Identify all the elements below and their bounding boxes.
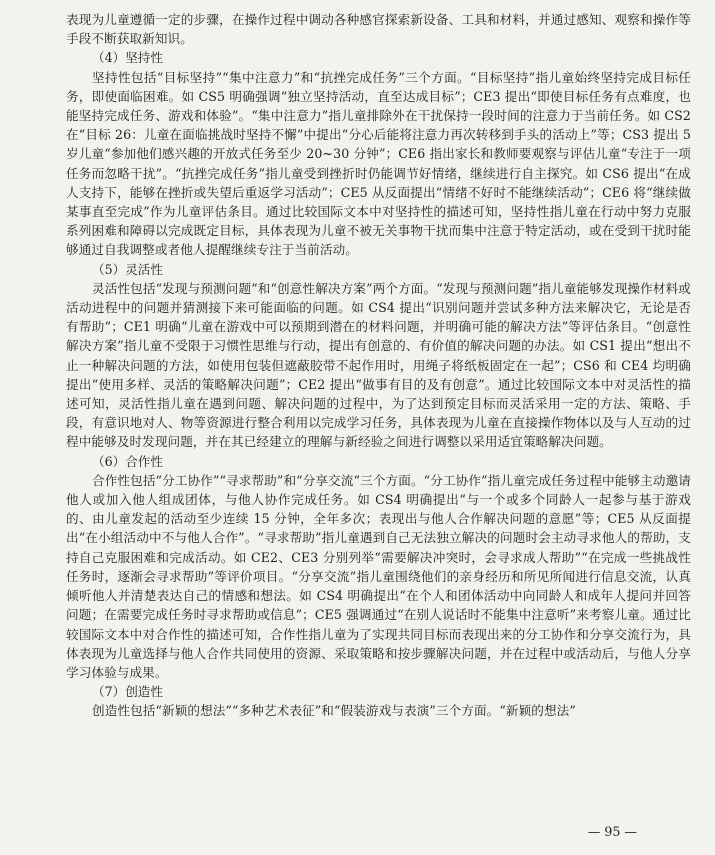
- section-heading-persistence: （4）坚持性: [92, 50, 163, 66]
- section-heading-cooperation: （6）合作性: [92, 453, 163, 469]
- paragraph-intro-continued: 表现为儿童遵循一定的步骤，在操作过程中调动各种感官探索新设备、工具和材料，并通过感知、观察和操作等手段不断获取新知识。: [66, 12, 691, 47]
- paragraph-persistence: 坚持性包括“目标坚持”“集中注意力”和“抗挫完成任务”三个方面。“目标坚持”指儿童始终坚持完成目标任务，即使面临困难。如 CS5 明确强调“独立坚持活动，直至达成目标”；CE3 提出“即使目标任务有点难度，也能坚持完成任务、游戏和体验”。“集中注意力”指儿童排除外在干扰保持一段时间的注意力于当前任务。如 CS2 在“目标 26：儿童在面临挑战时坚持不懈”中提出“分心后能将注意力再次转移到手头的活动上”等；CS3 提出 5 岁儿童“参加他们感兴趣的开放式任务至少 20~30 分钟”；CE6 指出家长和教师要观察与评估儿童“专注于一项任务而忽略干扰”。“抗挫完成任务”指儿童受到挫折时仍能调节好情绪，继续进行自主探究。如 CS6 提出“在成人支持下，能够在挫折或失望后重返学习活动”；CE5 从反面提出“情绪不好时不能继续活动”；CE6 将“继续做某事直至完成”作为儿童评估条目。通过比较国际文本中对坚持性的描述可知，坚持性指儿童在行动中努力克服系列困难和障碍以完成既定目标，具体表现为儿童不被无关事物干扰而集中注意于特定活动，或在受到干扰时能够通过自我调整或者他人提醒继续专注于当前活动。: [66, 69, 691, 258]
- section-heading-creativity: （7）创造性: [92, 684, 163, 700]
- page-number: — 95 —: [587, 824, 637, 839]
- paragraph-cooperation: 合作性包括“分工协作”“寻求帮助”和“分享交流”三个方面。“分工协作”指儿童完成任务过程中能够主动邀请他人或加入他人组成团体，与他人协作完成任务。如 CS4 明确提出“与一个或多个同龄人一起参与基于游戏的、由儿童发起的活动至少连续 15 分钟，全年多次；表现出与他人合作解决问题的意愿”等；CE5 从反面提出“在小组活动中不与他人合作”。“寻求帮助”指儿童遇到自己无法独立解决的问题时会主动寻求他人的帮助，支持自己克服困难和完成活动。如 CE2、CE3 分别列举“需要解决冲突时，会寻求成人帮助”“在完成一些挑战性任务时，逐渐会寻求帮助”等评价项目。“分享交流”指儿童围绕他们的亲身经历和所见所闻进行信息交流，认真倾听他人并清楚表达自己的情感和想法。如 CS4 明确提出“在个人和团体活动中向同龄人和成年人提问并回答问题；在需要完成任务时寻求帮助或信息”；CE5 强调通过“在别人说话时不能集中注意听”来考察儿童。通过比较国际文本中对合作性的描述可知，合作性指儿童为了实现共同目标而表现出来的分工协作和分享交流行为，具体表现为儿童选择与他人合作共同使用的资源、采取策略和按步骤解决问题，并在过程中或活动后，与他人分享学习体验与成果。: [66, 472, 691, 680]
- paragraph-creativity: 创造性包括“新颖的想法”“多种艺术表征”和“假装游戏与表演”三个方面。“新颖的想法”: [92, 703, 576, 719]
- paragraph-flexibility: 灵活性包括“发现与预测问题”和“创意性解决方案”两个方面。“发现与预测问题”指儿童能够发现操作材料或活动进程中的问题并猜测接下来可能面临的问题。如 CS4 提出“识别问题并尝试多种方法来解决它，无论是否有帮助”；CE1 明确“儿童在游戏中可以预期到潜在的材料问题，并明确可能的解决方法”等评估条目。“创意性解决方案”指儿童不受限于习惯性思维与行动，提出有创意的、有价值的解决问题的办法。如 CS1 提出“想出不止一种解决问题的方法，如使用包装但遮蔽胶带不起作用时，用绳子将纸板固定在一起”；CS6 和 CE4 均明确提出“使用多样、灵活的策略解决问题”；CE2 提出“做事有目的及有创意”。通过比较国际文本中对灵活性的描述可知，灵活性指儿童在遇到问题、解决问题的过程中，为了达到预定目标而灵活采用一定的方法、策略、手段，有意识地对人、物等资源进行整合利用以完成学习任务，具体表现为儿童在直接操作物体以及与人互动的过程中能够及时发现问题，并在其已经建立的理解与新经验之间进行调整以采用适宜策略解决问题。: [66, 280, 691, 450]
- section-heading-flexibility: （5）灵活性: [92, 261, 163, 277]
